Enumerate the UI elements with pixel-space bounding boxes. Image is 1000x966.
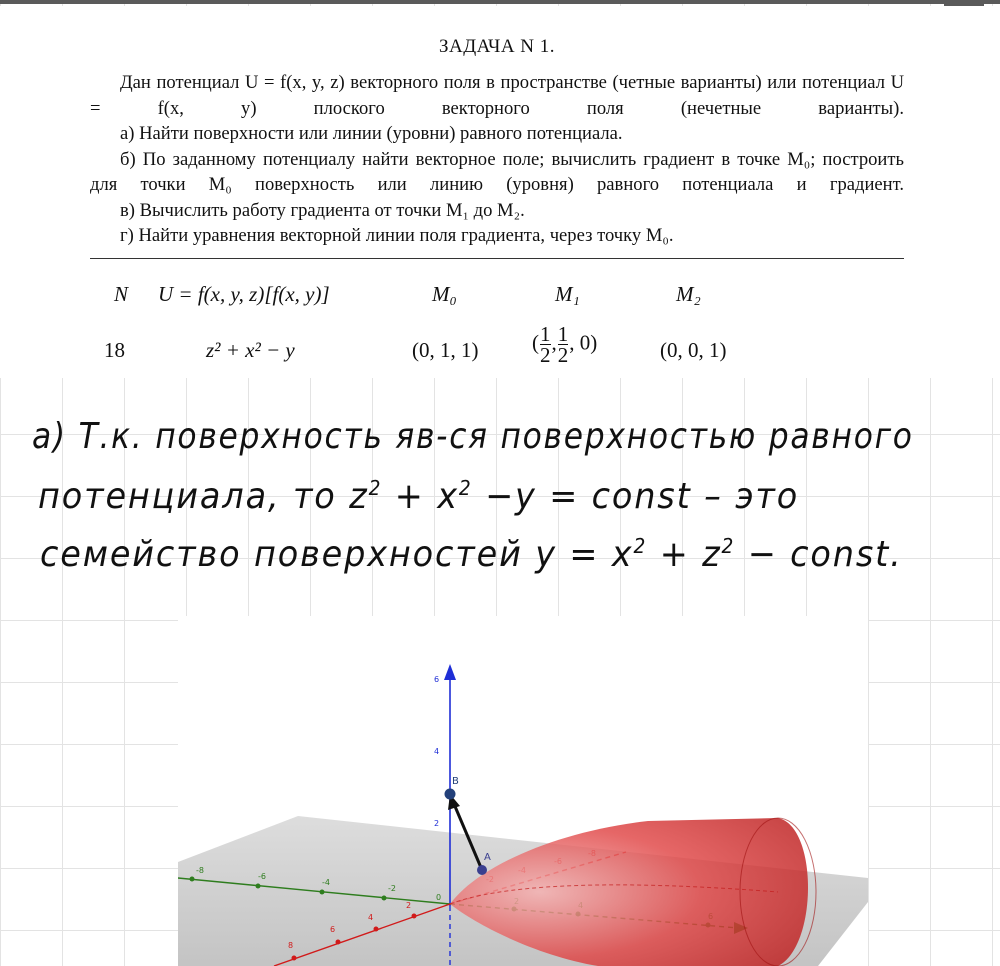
task-item-c: в) Вычислить работу градиента от точки M₁ до M₂. bbox=[120, 199, 525, 221]
x-tick-dot bbox=[374, 927, 379, 932]
line3-part-3: − const. bbox=[735, 534, 903, 575]
y-tick-label: -2 bbox=[388, 884, 396, 893]
y-tick-label: -8 bbox=[196, 866, 204, 875]
graph-3d bbox=[178, 616, 868, 966]
m1-fraction-2 bbox=[558, 324, 569, 365]
x-tick-dot bbox=[292, 956, 297, 961]
table-top-rule bbox=[90, 258, 904, 259]
m1-fraction-1 bbox=[540, 324, 551, 365]
task-statement bbox=[90, 70, 904, 249]
table-row-m2: (0, 0, 1) bbox=[660, 338, 727, 362]
task-item-a: а) Найти поверхности или линии (уровни) равного потенциала. bbox=[120, 123, 623, 144]
handwritten-line-3 bbox=[40, 534, 903, 575]
m1-open-paren: ( bbox=[532, 330, 539, 355]
line3-part-1: семейство поверхностей y = x bbox=[40, 534, 634, 575]
y-tick-dot bbox=[320, 890, 325, 895]
z-tick-2: 2 bbox=[434, 819, 440, 828]
m1-separator: , bbox=[551, 330, 557, 355]
m1-close: , 0) bbox=[569, 330, 598, 355]
line2-exponent-1: 2 bbox=[368, 476, 383, 500]
z-tick-6: 6 bbox=[434, 675, 440, 684]
m1-den-2: 2 bbox=[557, 343, 569, 367]
task-title: ЗАДАЧА N 1. bbox=[438, 36, 556, 57]
x-tick-label: 8 bbox=[288, 941, 294, 950]
y-tick-dot bbox=[190, 877, 195, 882]
graph-svg bbox=[178, 616, 868, 966]
line3-exponent-2: 2 bbox=[721, 534, 736, 558]
table-header-n: N bbox=[114, 282, 129, 306]
point-b-label: B bbox=[452, 776, 459, 787]
z-tick-4: 4 bbox=[434, 747, 440, 756]
table-row-m1 bbox=[532, 324, 597, 365]
task-intro: Дан потенциал U = f(x, y, z) векторного поля в пространстве (четные варианты) или потенциал U = f(x, y) плоского векторного поля (нечетные варианты). bbox=[90, 72, 904, 119]
m1-num-1: 1 bbox=[540, 322, 551, 346]
z-axis-arrow bbox=[444, 664, 456, 680]
m1-num-2: 1 bbox=[557, 322, 569, 346]
handwritten-solution bbox=[0, 380, 1000, 600]
y-tick-dot bbox=[256, 884, 261, 889]
line2-part-3: −y = const – это bbox=[472, 476, 800, 517]
task-sheet bbox=[0, 6, 1000, 378]
x-tick-label: 6 bbox=[330, 925, 336, 934]
point-a-label: A bbox=[484, 852, 491, 863]
table-header-m1: M₁ bbox=[555, 282, 580, 306]
task-item-d: г) Найти уравнения векторной линии поля градиента, через точку M₀. bbox=[120, 225, 674, 246]
top-bar bbox=[0, 0, 1000, 4]
handwritten-line-1: a) Т.к. поверхность яв-ся поверхностью равного bbox=[32, 416, 914, 457]
x-tick-dot bbox=[336, 940, 341, 945]
origin-label: 0 bbox=[436, 893, 442, 902]
line3-part-2: + z bbox=[647, 534, 722, 575]
point-a bbox=[477, 865, 487, 875]
table-row-formula: z² + x² − y bbox=[206, 338, 295, 362]
y-tick-label: -6 bbox=[258, 872, 266, 881]
y-tick-dot bbox=[382, 896, 387, 901]
handwritten-line-2 bbox=[38, 476, 799, 517]
task-item-b: б) По заданному потенциалу найти векторное поле; вычислить градиент в точке M₀; построить для точки M₀ поверхность или линию (уровня) равного потенциала и градиент. bbox=[90, 148, 904, 195]
line2-part-2: + x bbox=[382, 476, 459, 517]
table-row-m0: (0, 1, 1) bbox=[412, 338, 479, 362]
y-tick-label: -4 bbox=[322, 878, 330, 887]
line2-part-1: потенциала, то z bbox=[38, 476, 369, 517]
table-header-m2: M₂ bbox=[676, 282, 701, 306]
x-tick-label: 4 bbox=[368, 913, 374, 922]
line3-exponent-1: 2 bbox=[633, 534, 648, 558]
table-row-n: 18 bbox=[104, 338, 125, 362]
x-tick-label: 2 bbox=[406, 901, 412, 910]
point-b bbox=[445, 789, 456, 800]
line2-exponent-2: 2 bbox=[458, 476, 473, 500]
table-header-formula: U = f(x, y, z)[f(x, y)] bbox=[158, 282, 330, 306]
m1-den-1: 2 bbox=[540, 343, 551, 367]
x-tick-dot bbox=[412, 914, 417, 919]
table-header-m0: M₀ bbox=[432, 282, 457, 306]
